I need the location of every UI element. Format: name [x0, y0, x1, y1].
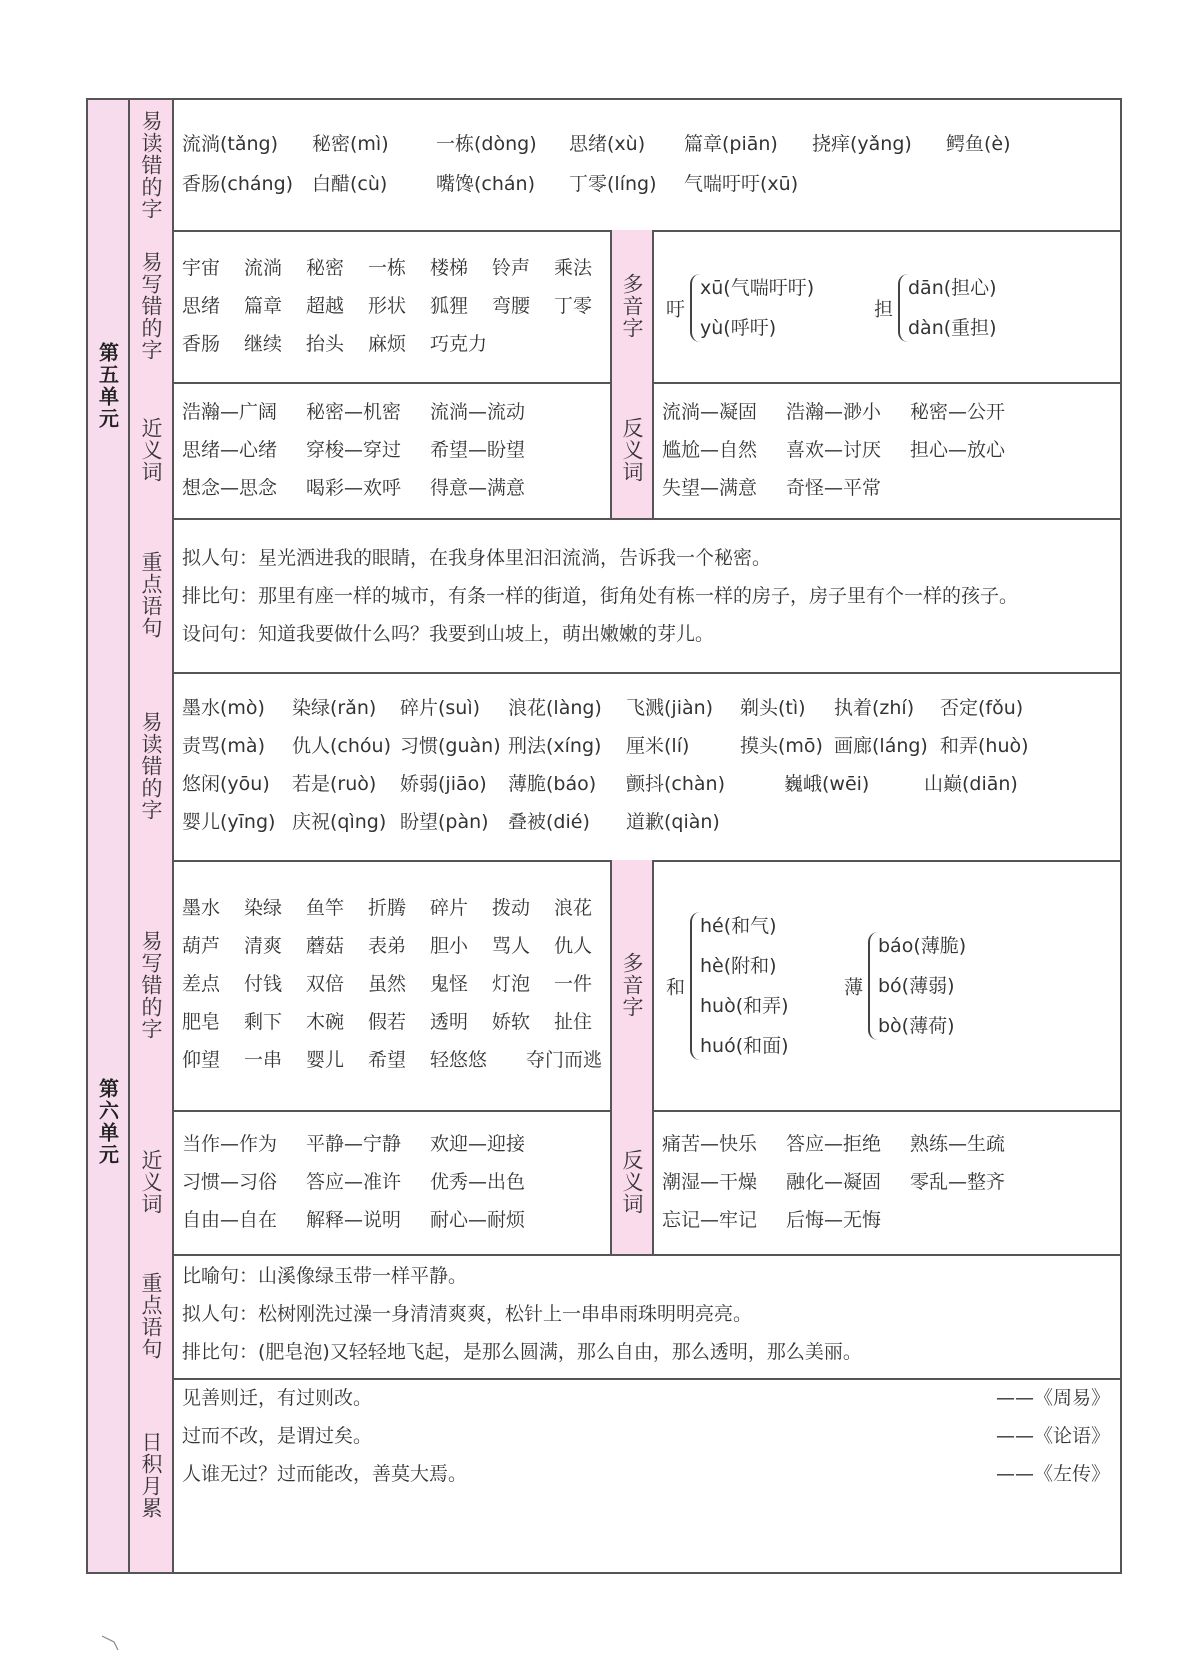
unit5-readwrong-content	[174, 100, 1122, 230]
list-item: 零乱—整齐	[910, 1171, 1006, 1193]
list-item: 乘法	[554, 257, 593, 279]
polyphone-reading: dān(担心)	[908, 277, 997, 299]
list-item: 剩下	[244, 1011, 283, 1033]
list-item: 潮湿—干燥	[662, 1171, 758, 1193]
list-item: 差点	[182, 973, 221, 995]
list-item: 秘密	[306, 257, 345, 279]
list-item: 仰望	[182, 1049, 221, 1071]
list-item: 庆祝(qìng)	[292, 811, 387, 833]
list-item: 碎片(suì)	[400, 697, 481, 719]
polyphone-reading: huó(和面)	[700, 1035, 789, 1057]
polyphone-reading: xū(气喘吁吁)	[700, 277, 815, 299]
list-item: 浪花(làng)	[508, 697, 602, 719]
unit5-sentences-label: 重点语句	[130, 518, 174, 672]
list-item: 付钱	[244, 973, 283, 995]
list-item: 流淌(tǎng)	[182, 133, 279, 155]
list-item: 盼望(pàn)	[400, 811, 489, 833]
list-item: 希望	[368, 1049, 407, 1071]
unit5-sentences-content	[174, 518, 1122, 672]
list-item: 透明	[430, 1011, 469, 1033]
sentence: 比喻句：山溪像绿玉带一样平静。	[182, 1265, 468, 1287]
unit5-title: 第五单元	[88, 100, 130, 672]
unit6-daily-label: 日积月累	[130, 1378, 174, 1572]
unit5-antonym-label: 反义词	[610, 382, 654, 518]
list-item: 浩瀚—广阔	[182, 401, 278, 423]
unit6-polyphone-group-2	[844, 926, 1004, 1046]
list-item: 一栋	[368, 257, 407, 279]
list-item: 薄脆(báo)	[508, 773, 597, 795]
list-item: 碎片	[430, 897, 469, 919]
polyphone-reading: huò(和弄)	[700, 995, 789, 1017]
list-item: 尴尬—自然	[662, 439, 758, 461]
list-item: 悠闲(yōu)	[182, 773, 270, 795]
list-item: 答应—拒绝	[786, 1133, 882, 1155]
unit5-writewrong-content	[174, 230, 610, 382]
quote-text: 过而不改，是谓过矣。	[182, 1425, 373, 1447]
unit5-polyphone-label: 多音字	[610, 230, 654, 382]
unit5-polyphone-group-1	[666, 268, 846, 348]
list-item: 担心—放心	[910, 439, 1006, 461]
list-item: 香肠	[182, 333, 221, 355]
list-item: 染绿	[244, 897, 283, 919]
unit5-antonym-content	[654, 382, 1122, 518]
list-item: 楼梯	[430, 257, 469, 279]
list-item: 若是(ruò)	[292, 773, 377, 795]
list-item: 骂人	[492, 935, 531, 957]
list-item: 厘米(lí)	[626, 735, 690, 757]
sentence: 拟人句：松树刚洗过澡一身清清爽爽，松针上一串串雨珠明明亮亮。	[182, 1303, 753, 1325]
unit5-writewrong-label: 易写错的字	[130, 230, 174, 382]
list-item: 香肠(cháng)	[182, 173, 294, 195]
quote-text: 人谁无过？过而能改，善莫大焉。	[182, 1463, 468, 1485]
list-item: 秘密(mì)	[312, 133, 389, 155]
list-item: 木碗	[306, 1011, 345, 1033]
unit6-sentences-content	[174, 1254, 1122, 1378]
unit6-polyphone-group-1	[666, 906, 856, 1066]
list-item: 灯泡	[492, 973, 531, 995]
list-item: 娇软	[492, 1011, 531, 1033]
list-item: 飞溅(jiàn)	[626, 697, 714, 719]
list-item: 得意—满意	[430, 477, 526, 499]
list-item: 夺门而逃	[526, 1049, 603, 1071]
list-item: 狐狸	[430, 295, 469, 317]
list-item: 想念—思念	[182, 477, 278, 499]
list-item: 喝彩—欢呼	[306, 477, 402, 499]
list-item: 篇章	[244, 295, 283, 317]
list-item: 浩瀚—渺小	[786, 401, 882, 423]
list-item: 失望—满意	[662, 477, 758, 499]
unit6-daily-content	[174, 1378, 1122, 1572]
review-sheet	[86, 98, 1122, 1574]
list-item: 剃头(tì)	[740, 697, 806, 719]
polyphone-reading: yù(呼吁)	[700, 317, 777, 339]
polyphone-char: 薄	[844, 976, 864, 999]
list-item: 婴儿(yīng)	[182, 811, 276, 833]
unit6-antonym-label: 反义词	[610, 1110, 654, 1254]
list-item: 抬头	[306, 333, 345, 355]
list-item: 继续	[244, 333, 283, 355]
list-item: 篇章(piān)	[684, 133, 778, 155]
unit6-readwrong-label: 易读错的字	[130, 672, 174, 860]
list-item: 思绪(xù)	[569, 133, 646, 155]
list-item: 仇人	[554, 935, 593, 957]
list-item: 肥皂	[182, 1011, 221, 1033]
list-item: 后悔—无悔	[786, 1209, 882, 1231]
list-item: 秘密—公开	[910, 401, 1006, 423]
unit5-synonym-label: 近义词	[130, 382, 174, 518]
list-item: 巧克力	[430, 333, 488, 355]
list-item: 扯住	[554, 1011, 593, 1033]
list-item: 和弄(huò)	[940, 735, 1029, 757]
list-item: 巍峨(wēi)	[784, 773, 870, 795]
list-item: 染绿(rǎn)	[292, 697, 377, 719]
list-item: 一栋(dòng)	[436, 133, 537, 155]
polyphone-reading: dàn(重担)	[908, 317, 997, 339]
sentence: 排比句：(肥皂泡)又轻轻地飞起，是那么圆满，那么自由，那么透明，那么美丽。	[182, 1341, 862, 1363]
list-item: 喜欢—讨厌	[786, 439, 882, 461]
list-item: 浪花	[554, 897, 593, 919]
list-item: 表弟	[368, 935, 407, 957]
list-item: 画廊(láng)	[834, 735, 928, 757]
list-item: 自由—自在	[182, 1209, 278, 1231]
list-item: 颤抖(chàn)	[626, 773, 725, 795]
list-item: 流淌	[244, 257, 283, 279]
quote-source: ——《论语》	[995, 1425, 1110, 1447]
list-item: 蘑菇	[306, 935, 345, 957]
list-item: 答应—准许	[306, 1171, 402, 1193]
quote-text: 见善则迁，有过则改。	[182, 1387, 373, 1409]
list-item: 山巅(diān)	[924, 773, 1018, 795]
list-item: 超越	[306, 295, 345, 317]
polyphone-reading: báo(薄脆)	[878, 935, 967, 957]
list-item: 流淌—凝固	[662, 401, 758, 423]
list-item: 鳄鱼(è)	[946, 133, 1011, 155]
list-item: 娇弱(jiāo)	[400, 773, 487, 795]
list-item: 优秀—出色	[430, 1171, 526, 1193]
unit5-readwrong-label: 易读错的字	[130, 100, 174, 230]
list-item: 双倍	[306, 973, 345, 995]
list-item: 欢迎—迎接	[430, 1133, 526, 1155]
unit6-writewrong-label: 易写错的字	[130, 860, 174, 1110]
list-item: 拨动	[492, 897, 531, 919]
unit6-antonym-content	[654, 1110, 1122, 1254]
list-item: 丁零(líng)	[569, 173, 657, 195]
unit6-synonym-content	[174, 1110, 610, 1254]
list-item: 耐心—耐烦	[430, 1209, 526, 1231]
list-item: 轻悠悠	[430, 1049, 488, 1071]
list-item: 熟练—生疏	[910, 1133, 1006, 1155]
list-item: 思绪	[182, 295, 221, 317]
unit6-title: 第六单元	[88, 672, 130, 1572]
list-item: 解释—说明	[306, 1209, 402, 1231]
polyphone-char: 吁	[666, 298, 686, 321]
polyphone-reading: bò(薄荷)	[878, 1015, 955, 1037]
sentence: 设问句：知道我要做什么吗？我要到山坡上，萌出嫩嫩的芽儿。	[182, 623, 715, 645]
list-item: 假若	[368, 1011, 407, 1033]
list-item: 虽然	[368, 973, 407, 995]
list-item: 鱼竿	[306, 897, 345, 919]
polyphone-char: 和	[666, 976, 686, 999]
list-item: 责骂(mà)	[182, 735, 265, 757]
list-item: 流淌—流动	[430, 401, 526, 423]
unit6-polyphone-label: 多音字	[610, 860, 654, 1110]
corner-mark	[100, 1632, 122, 1652]
polyphone-reading: hè(附和)	[700, 955, 777, 977]
list-item: 否定(fǒu)	[940, 697, 1024, 719]
list-item: 秘密—机密	[306, 401, 402, 423]
polyphone-reading: hé(和气)	[700, 915, 777, 937]
list-item: 挠痒(yǎng)	[812, 133, 912, 155]
list-item: 习惯—习俗	[182, 1171, 278, 1193]
quote-source: ——《左传》	[995, 1463, 1110, 1485]
list-item: 鬼怪	[430, 973, 469, 995]
list-item: 奇怪—平常	[786, 477, 882, 499]
list-item: 丁零	[554, 295, 593, 317]
sentence: 排比句：那里有座一样的城市，有条一样的街道，街角处有栋一样的房子，房子里有个一样的孩子。	[182, 585, 1019, 607]
list-item: 习惯(guàn)	[400, 735, 501, 757]
unit6-writewrong-content	[174, 860, 610, 1110]
unit6-readwrong-content	[174, 672, 1122, 860]
list-item: 忘记—牢记	[662, 1209, 758, 1231]
polyphone-reading: bó(薄弱)	[878, 975, 955, 997]
unit6-sentences-label: 重点语句	[130, 1254, 174, 1378]
list-item: 穿梭—穿过	[306, 439, 402, 461]
list-item: 一件	[554, 973, 593, 995]
list-item: 摸头(mō)	[740, 735, 823, 757]
list-item: 平静—宁静	[306, 1133, 402, 1155]
list-item: 思绪—心绪	[182, 439, 278, 461]
list-item: 痛苦—快乐	[662, 1133, 758, 1155]
list-item: 嘴馋(chán)	[436, 173, 535, 195]
unit5-synonym-content	[174, 382, 610, 518]
list-item: 婴儿	[306, 1049, 345, 1071]
list-item: 铃声	[492, 257, 531, 279]
list-item: 希望—盼望	[430, 439, 526, 461]
list-item: 清爽	[244, 935, 283, 957]
list-item: 墨水	[182, 897, 221, 919]
list-item: 墨水(mò)	[182, 697, 265, 719]
list-item: 一串	[244, 1049, 283, 1071]
list-item: 白醋(cù)	[312, 173, 388, 195]
list-item: 仇人(chóu)	[292, 735, 391, 757]
list-item: 叠被(dié)	[508, 811, 590, 833]
list-item: 气喘吁吁(xū)	[684, 173, 799, 195]
sentence: 拟人句：星光洒进我的眼睛，在我身体里汩汩流淌，告诉我一个秘密。	[182, 547, 772, 569]
list-item: 融化—凝固	[786, 1171, 882, 1193]
list-item: 当作—作为	[182, 1133, 278, 1155]
polyphone-char: 担	[874, 298, 894, 321]
quote-source: ——《周易》	[995, 1387, 1110, 1409]
unit5-polyphone-group-2	[874, 268, 1024, 348]
list-item: 宇宙	[182, 257, 221, 279]
list-item: 形状	[368, 295, 407, 317]
list-item: 麻烦	[368, 333, 407, 355]
list-item: 葫芦	[182, 935, 221, 957]
list-item: 道歉(qiàn)	[626, 811, 720, 833]
list-item: 执着(zhí)	[834, 697, 915, 719]
unit6-synonym-label: 近义词	[130, 1110, 174, 1254]
list-item: 刑法(xíng)	[508, 735, 602, 757]
list-item: 胆小	[430, 935, 469, 957]
list-item: 折腾	[368, 897, 407, 919]
list-item: 弯腰	[492, 295, 531, 317]
